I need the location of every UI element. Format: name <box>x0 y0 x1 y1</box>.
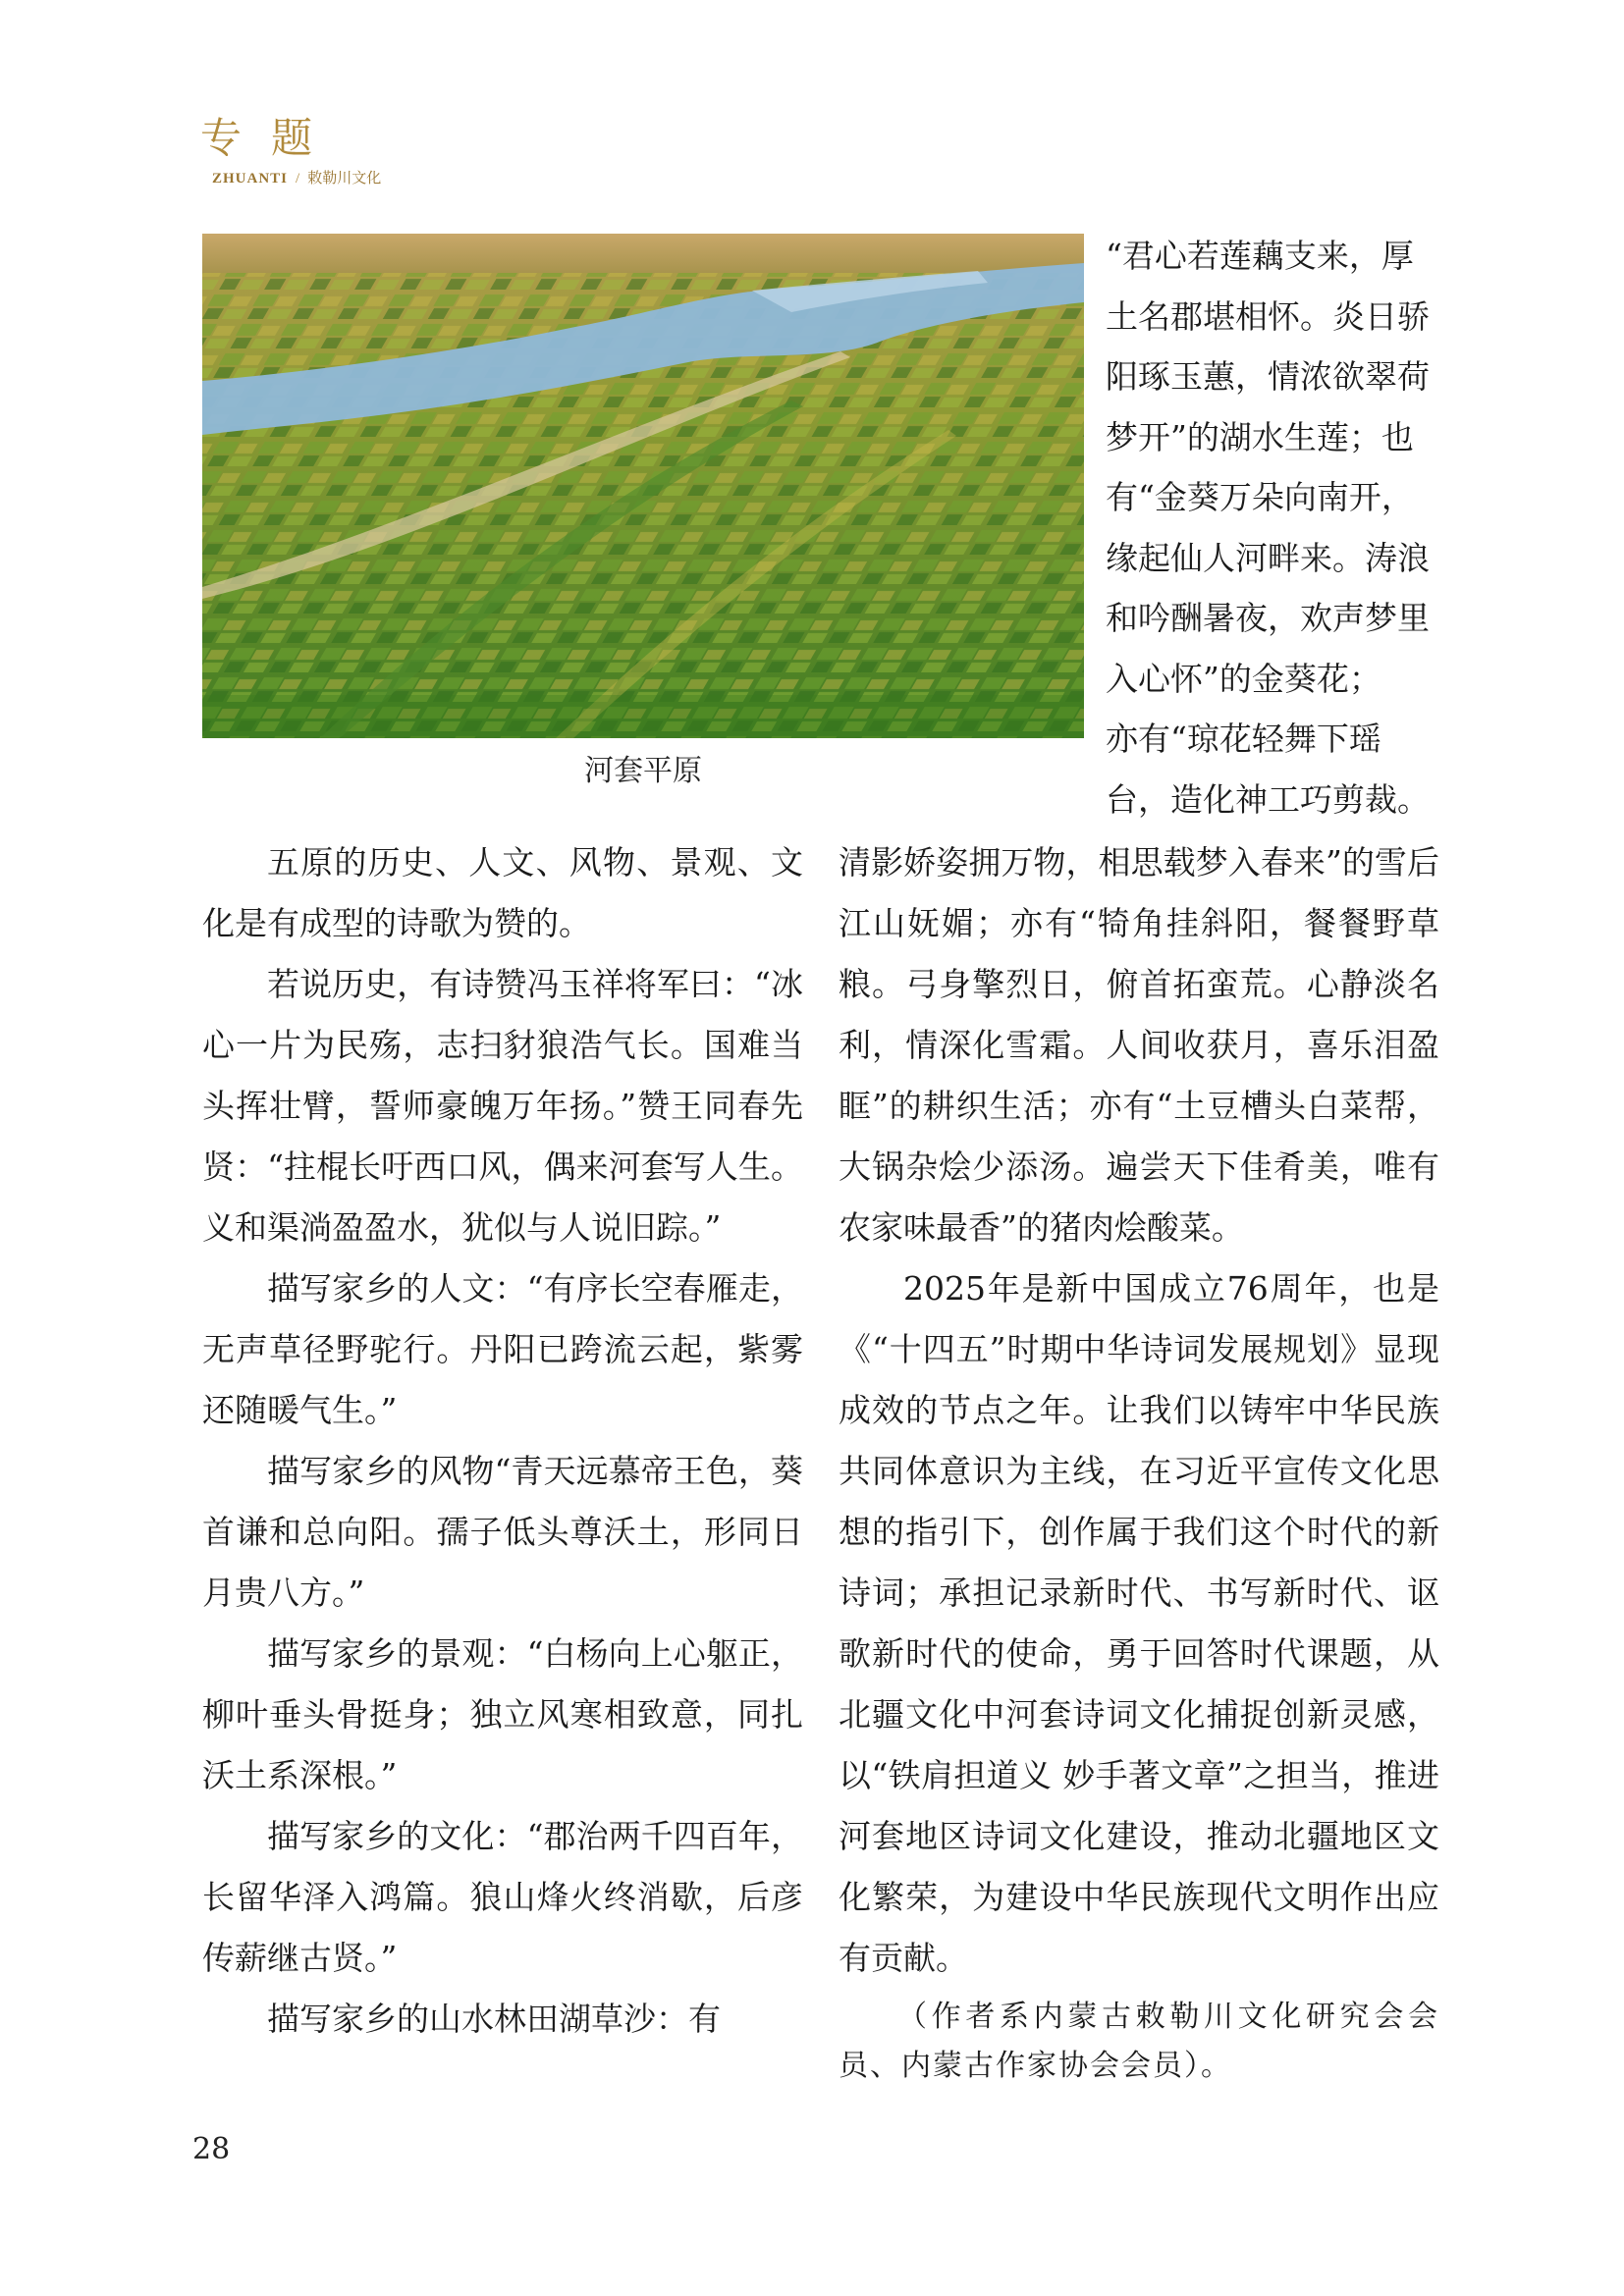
section-title: 专题 <box>200 114 343 162</box>
paragraph: 若说历史，有诗赞冯玉祥将军曰：“冰心一片为民殇，志扫豺狼浩气长。国难当头挥壮臂，誓师豪魄万年扬。”赞王同春先贤：“拄棍长吁西口风，偶来河套写人生。义和渠淌盈盈水，犹似与人说旧踪。” <box>202 965 803 1247</box>
poem-line: 和吟酬暑夜，欢声梦里 <box>1106 599 1430 637</box>
author-note: （作者系内蒙古敕勒川文化研究会会员、内蒙古作家协会会员）。 <box>839 2000 1439 2083</box>
aerial-landscape-illustration <box>202 234 1084 738</box>
poem-wrap-text <box>1106 226 1439 829</box>
section-subtitle-cn: 敕勒川文化 <box>307 171 382 187</box>
poem-line: 梦开”的湖水生莲；也 <box>1106 417 1414 456</box>
left-column <box>202 832 803 2050</box>
section-subtitle <box>212 169 381 188</box>
poem-line: 入心怀”的金葵花； <box>1106 659 1381 698</box>
poem-line: 阳琢玉蕙，情浓欲翠荷 <box>1106 357 1430 396</box>
poem-line: 有“金葵万朵向南开， <box>1106 478 1414 516</box>
right-column <box>839 832 1439 2091</box>
paragraph: 五原的历史、人文、风物、景观、文化是有成型的诗歌为赞的。 <box>202 843 803 942</box>
paragraph: 描写家乡的文化：“郡治两千四百年，长留华泽入鸿篇。狼山烽火终消歇，后彦传薪继古贤。” <box>202 1817 803 1977</box>
photo-caption: 河套平原 <box>584 754 702 788</box>
poem-line: 台，造化神工巧剪裁。 <box>1106 779 1430 819</box>
paragraph: 描写家乡的风物“青天远慕帝王色，葵首谦和总向阳。孺子低头尊沃土，形同日月贵八方。” <box>202 1452 803 1612</box>
paragraph: 2025年是新中国成立76周年，也是《“十四五”时期中华诗词发展规划》显现成效的节点之年。让我们以铸牢中华民族共同体意识为主线，在习近平宣传文化思想的指引下，创作属于我们这个时代的新诗词；承担记录新时代、书写新时代、讴歌新时代的使命，勇于回答时代课题，从北疆文化中河套诗词文化捕捉创新灵感，以“铁肩担道义 妙手著文章”之担当，推进河套地区诗词文化建设，推动北疆地区文化繁荣，为建设中华民族现代文明作出应有贡献。 <box>839 1269 1439 1977</box>
poem-line: 亦有“琼花轻舞下瑶 <box>1106 720 1381 758</box>
paragraph: 描写家乡的山水林田湖草沙：有 <box>267 2000 721 2038</box>
paragraph: 描写家乡的景观：“白杨向上心躯正，柳叶垂头骨挺身；独立风寒相致意，同扎沃土系深根。” <box>202 1634 803 1794</box>
poem-line: 土名郡堪相怀。炎日骄 <box>1106 296 1430 336</box>
paragraph-continuation: 清影娇姿拥万物，相思载梦入春来”的雪后江山妩媚；亦有“犄角挂斜阳，餐餐野草粮。弓身擎烈日，俯首拓蛮荒。心静淡名利，情深化雪霜。人间收获月，喜乐泪盈眶”的耕织生活；亦有“土豆槽头白菜帮，大锅杂烩少添汤。遍尝天下佳肴美，唯有农家味最香”的猪肉烩酸菜。 <box>839 843 1439 1247</box>
poem-line: 缘起仙人河畔来。涛浪 <box>1106 538 1430 577</box>
section-subtitle-separator: / <box>296 171 300 187</box>
hetao-plain-photo <box>202 234 1084 738</box>
paragraph: 描写家乡的人文：“有序长空春雁走，无声草径野驼行。丹阳已跨流云起，紫雾还随暖气生。” <box>202 1269 803 1429</box>
poem-line: “君心若莲藕支来，厚 <box>1106 237 1414 275</box>
section-subtitle-en: ZHUANTI <box>212 171 289 187</box>
page-number: 28 <box>192 2132 231 2166</box>
